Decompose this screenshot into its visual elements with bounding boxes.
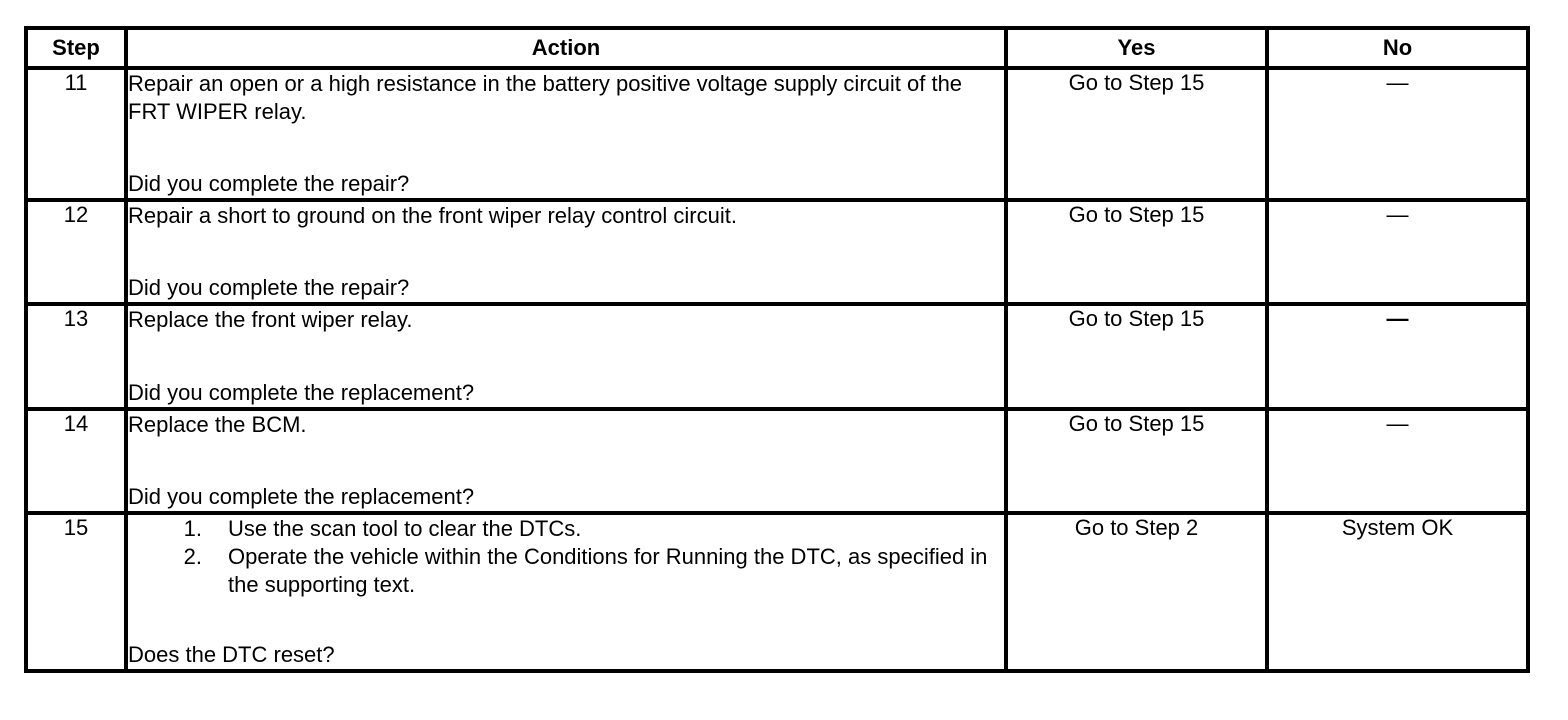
action-text: Repair an open or a high resistance in the battery positive voltage supply circuit of the FRT WIPER relay. <box>128 71 963 124</box>
step-number: 12 <box>26 200 126 304</box>
table-row <box>26 409 1528 513</box>
diagnostic-table-container <box>24 26 1530 673</box>
yes-result: Go to Step 2 <box>1006 513 1267 671</box>
table-row <box>26 68 1528 200</box>
yes-result: Go to Step 15 <box>1006 304 1267 409</box>
list-item <box>128 515 1004 543</box>
action-text: Replace the BCM. <box>128 412 307 437</box>
action-question: Did you complete the replacement? <box>128 380 475 405</box>
action-text: Repair a short to ground on the front wiper relay control circuit. <box>128 203 737 228</box>
action-question: Did you complete the repair? <box>128 275 410 300</box>
action-question: Did you complete the replacement? <box>128 484 475 509</box>
table-row <box>26 513 1528 671</box>
no-result-dash: — <box>1386 70 1409 95</box>
numbered-list <box>128 515 1004 599</box>
action-question: Did you complete the repair? <box>128 171 410 196</box>
table-row <box>26 304 1528 409</box>
no-result: System OK <box>1267 513 1528 671</box>
action-question: Does the DTC reset? <box>128 642 335 667</box>
yes-result: Go to Step 15 <box>1006 200 1267 304</box>
action-cell <box>126 409 1006 513</box>
yes-result: Go to Step 15 <box>1006 68 1267 200</box>
no-result-dash: — <box>1386 202 1409 227</box>
no-result <box>1267 200 1528 304</box>
header-yes: Yes <box>1006 28 1267 68</box>
step-number: 13 <box>26 304 126 409</box>
no-result <box>1267 304 1528 409</box>
step-number: 14 <box>26 409 126 513</box>
header-row <box>26 28 1528 68</box>
action-cell <box>126 304 1006 409</box>
list-item-text: Operate the vehicle within the Conditions for Running the DTC, as specified in the supporting text. <box>228 544 988 597</box>
table-row <box>26 200 1528 304</box>
step-number: 11 <box>26 68 126 200</box>
list-item <box>128 543 1004 599</box>
action-cell <box>126 513 1006 671</box>
no-result-dash: — <box>1386 306 1409 331</box>
list-item-text: Use the scan tool to clear the DTCs. <box>228 516 582 541</box>
action-cell <box>126 200 1006 304</box>
no-result <box>1267 68 1528 200</box>
diagnostic-table <box>24 26 1530 673</box>
list-item-number: 2. <box>183 544 202 569</box>
action-cell <box>126 68 1006 200</box>
no-result <box>1267 409 1528 513</box>
step-number: 15 <box>26 513 126 671</box>
header-action: Action <box>126 28 1006 68</box>
action-text: Replace the front wiper relay. <box>128 307 413 332</box>
list-item-number: 1. <box>183 516 202 541</box>
no-result-dash: — <box>1386 411 1409 436</box>
header-step: Step <box>26 28 126 68</box>
header-no: No <box>1267 28 1528 68</box>
yes-result: Go to Step 15 <box>1006 409 1267 513</box>
